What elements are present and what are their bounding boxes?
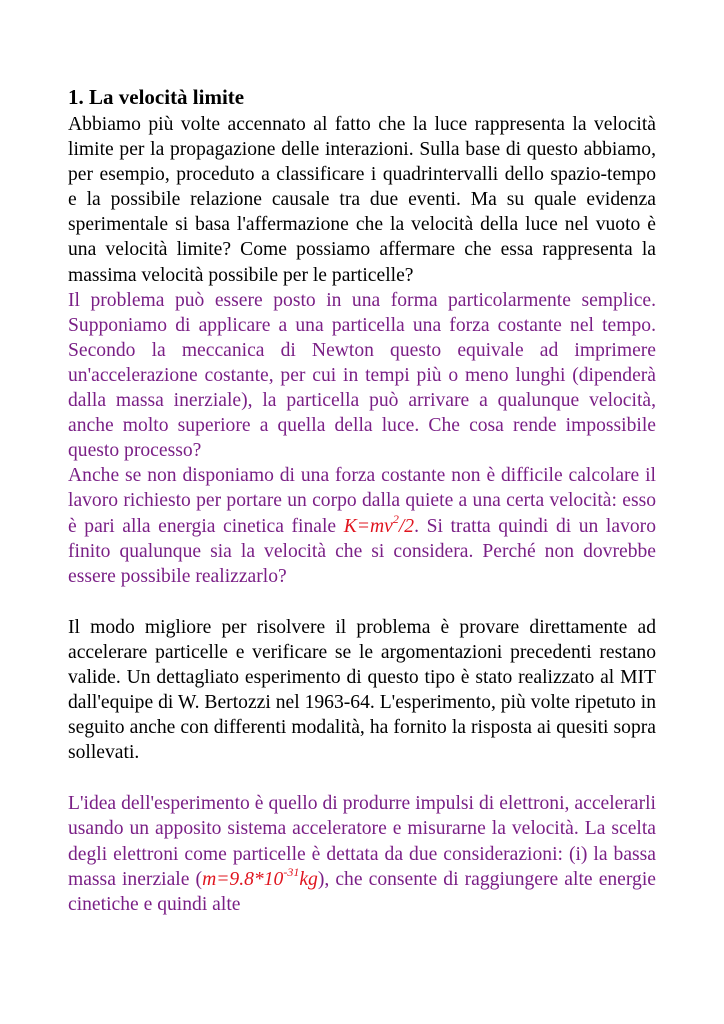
paragraph-work: [68, 463, 656, 588]
paragraph-experiment-text-a: L'idea dell'esperimento è quello di produrre impulsi di elettroni, accelerarli usando un apposito sistema acceleratore e misurarne la velocità. La scelta degli elettroni come particelle è dettata da due considerazioni: (i) la bassa massa inerziale (: [68, 793, 656, 890]
document-page: [68, 84, 656, 917]
formula-m-exponent: -31: [283, 865, 300, 880]
formula-k-exponent: 2: [392, 511, 399, 526]
paragraph-work-text-b: . Si tratta quindi di un lavoro finito qualunque sia la velocità che si considera. Perché non dovrebbe essere possibile realizzarlo?: [68, 515, 656, 587]
paragraph-intro: Abbiamo più volte accennato al fatto che la luce rappresenta la velocità limite per la propagazione delle interazioni. Sulla base di questo abbiamo, per esempio, proceduto a classificare i quadrintervalli dello spazio-tempo e la possibile relazione causale tra due eventi. Ma su quale evidenza sperimentale si basa l'affermazione che la velocità della luce nel vuoto è una velocità limite? Come possiamo affermare che essa rappresenta la massima velocità possibile per le particelle?: [68, 114, 656, 286]
paragraph-problem: Il problema può essere posto in una forma particolarmente semplice. Supponiamo di applicare a una particella una forza costante nel tempo. Secondo la meccanica di Newton questo equivale ad imprimere un'accelerazione costante, per cui in tempi più o meno lunghi (dipenderà dalla massa inerziale), la particella può arrivare a qualunque velocità, anche molto superiore a quella della luce. Che cosa rende impossibile questo processo?: [68, 289, 656, 462]
kinetic-energy-formula: [343, 511, 415, 537]
paragraph-spacer: [68, 765, 656, 791]
page-title: 1. La velocità limite: [68, 85, 245, 109]
paragraph-spacer: [68, 589, 656, 615]
paragraph-method: Il modo migliore per risolvere il problema è provare direttamente ad accelerare particelle e verificare se le argomentazioni precedenti restano valide. Un dettagliato esperimento di questo tipo è stato realizzato al MIT dall'equipe di W. Bertozzi nel 1963-64. L'esperimento, più volte ripetuto in seguito anche con differenti modalità, ha fornito la risposta ai quesiti sopra sollevati.: [68, 616, 656, 764]
paragraph-work-text-a: Anche se non disponiamo di una forza costante non è difficile calcolare il lavoro richiesto per portare un corpo dalla quiete a una certa velocità: esso è pari alla energia cinetica finale: [68, 465, 656, 537]
formula-k-main: K=mv: [343, 515, 393, 537]
formula-m-tail: kg: [299, 868, 318, 890]
paragraph-experiment-text-b: ), che consente di raggiungere alte energie cinetiche e quindi alte: [68, 868, 656, 915]
formula-k-tail: /2: [398, 515, 415, 537]
paragraph-experiment: [68, 791, 656, 916]
electron-mass-formula: [202, 865, 318, 890]
formula-m-main: m=9.8*10: [202, 868, 284, 890]
